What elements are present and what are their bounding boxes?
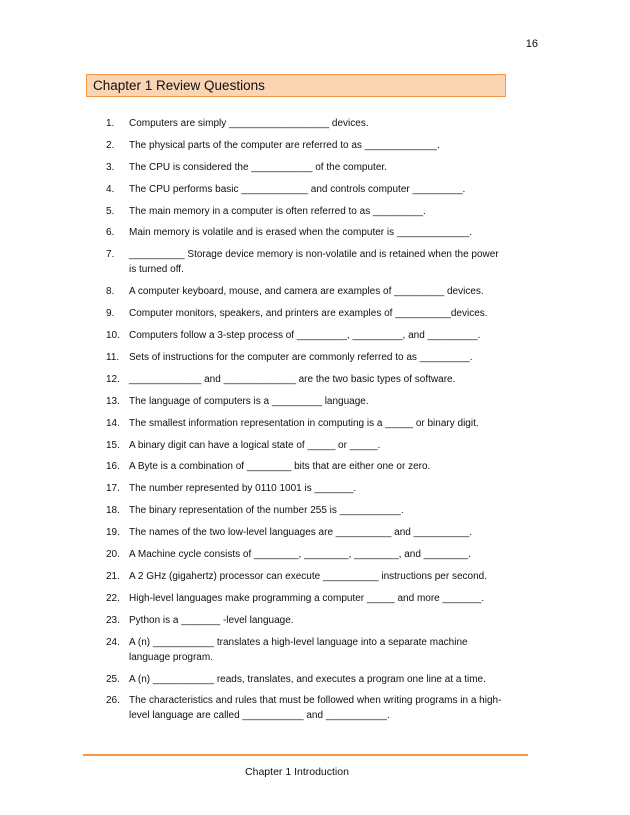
question-item	[106, 394, 506, 409]
question-number: 12.	[106, 373, 120, 385]
question-text: A (n) ___________ translates a high-level language into a separate machine language program.	[129, 636, 468, 663]
question-text: The physical parts of the computer are referred to as _____________.	[129, 139, 440, 151]
question-number: 19.	[106, 527, 120, 539]
question-item	[106, 306, 506, 321]
question-number: 24.	[106, 636, 120, 648]
footer-chapter-title: Chapter 1 Introduction	[245, 766, 349, 778]
question-item	[106, 459, 506, 474]
question-text: A binary digit can have a logical state of _____ or _____.	[129, 439, 381, 451]
question-number: 18.	[106, 505, 120, 517]
question-text: A Byte is a combination of ________ bits that are either one or zero.	[129, 461, 431, 473]
question-text: A (n) ___________ reads, translates, and executes a program one line at a time.	[129, 673, 486, 685]
question-item	[106, 438, 506, 453]
review-question-list	[106, 116, 506, 730]
question-item	[106, 481, 506, 496]
question-number: 14.	[106, 417, 120, 429]
question-number: 2.	[106, 139, 115, 151]
question-number: 22.	[106, 592, 120, 604]
footer-divider	[83, 754, 528, 756]
question-item	[106, 503, 506, 518]
question-item	[106, 138, 506, 153]
question-text: The main memory in a computer is often referred to as _________.	[129, 205, 426, 217]
question-text: Main memory is volatile and is erased when the computer is _____________.	[129, 227, 472, 239]
question-text: Sets of instructions for the computer are commonly referred to as _________.	[129, 352, 473, 364]
question-item	[106, 225, 506, 240]
question-text: A computer keyboard, mouse, and camera are examples of _________ devices.	[129, 286, 484, 298]
question-item	[106, 328, 506, 343]
question-item	[106, 672, 506, 687]
question-text: _____________ and _____________ are the two basic types of software.	[129, 373, 456, 385]
question-text: The smallest information representation in computing is a _____ or binary digit.	[129, 417, 479, 429]
question-number: 8.	[106, 286, 115, 298]
question-number: 15.	[106, 439, 120, 451]
question-text: A 2 GHz (gigahertz) processor can execute __________ instructions per second.	[129, 570, 487, 582]
question-item	[106, 182, 506, 197]
question-item	[106, 693, 506, 723]
question-number: 4.	[106, 183, 115, 195]
question-number: 1.	[106, 118, 115, 129]
question-item	[106, 372, 506, 387]
question-number: 16.	[106, 461, 120, 473]
question-item	[106, 204, 506, 219]
page-number: 16	[525, 38, 538, 50]
question-text: The characteristics and rules that must be followed when writing programs in a high-level language are called ___________ and ___________.	[129, 695, 502, 722]
question-number: 20.	[106, 549, 120, 561]
question-text: The CPU performs basic ____________ and controls computer _________.	[129, 183, 466, 195]
question-item	[106, 284, 506, 299]
question-text: Computer monitors, speakers, and printers are examples of __________devices.	[129, 308, 488, 320]
question-text: The names of the two low-level languages are __________ and __________.	[129, 527, 473, 539]
question-item	[106, 591, 506, 606]
question-text: The language of computers is a _________ language.	[129, 395, 369, 407]
question-text: Computers are simply __________________ devices.	[129, 118, 369, 129]
question-number: 26.	[106, 695, 120, 707]
question-text: The binary representation of the number 255 is ___________.	[129, 505, 404, 517]
question-text: A Machine cycle consists of ________, ________, ________, and ________.	[129, 549, 471, 561]
question-number: 10.	[106, 330, 120, 342]
question-item	[106, 160, 506, 175]
question-item	[106, 350, 506, 365]
question-number: 3.	[106, 161, 115, 173]
question-item	[106, 525, 506, 540]
question-item	[106, 569, 506, 584]
question-number: 17.	[106, 483, 120, 495]
question-item	[106, 416, 506, 431]
question-number: 6.	[106, 227, 115, 239]
question-item	[106, 613, 506, 628]
question-text: The CPU is considered the ___________ of the computer.	[129, 161, 387, 173]
question-item	[106, 247, 506, 277]
question-text: Computers follow a 3-step process of _________, _________, and _________.	[129, 330, 481, 342]
question-number: 9.	[106, 308, 115, 320]
question-item	[106, 547, 506, 562]
question-number: 23.	[106, 614, 120, 626]
question-number: 21.	[106, 570, 120, 582]
question-number: 5.	[106, 205, 115, 217]
question-number: 11.	[106, 352, 120, 364]
question-item	[106, 635, 506, 665]
question-number: 7.	[106, 249, 115, 261]
question-text: High-level languages make programming a computer _____ and more _______.	[129, 592, 485, 604]
chapter-review-title: Chapter 1 Review Questions	[93, 78, 265, 93]
question-number: 25.	[106, 673, 120, 685]
chapter-review-header	[86, 74, 506, 97]
question-text: __________ Storage device memory is non-volatile and is retained when the power is turned off.	[129, 249, 499, 276]
question-number: 13.	[106, 395, 120, 407]
question-text: The number represented by 0110 1001 is _______.	[129, 483, 357, 495]
question-text: Python is a _______ -level language.	[129, 614, 294, 626]
question-item	[106, 116, 506, 131]
